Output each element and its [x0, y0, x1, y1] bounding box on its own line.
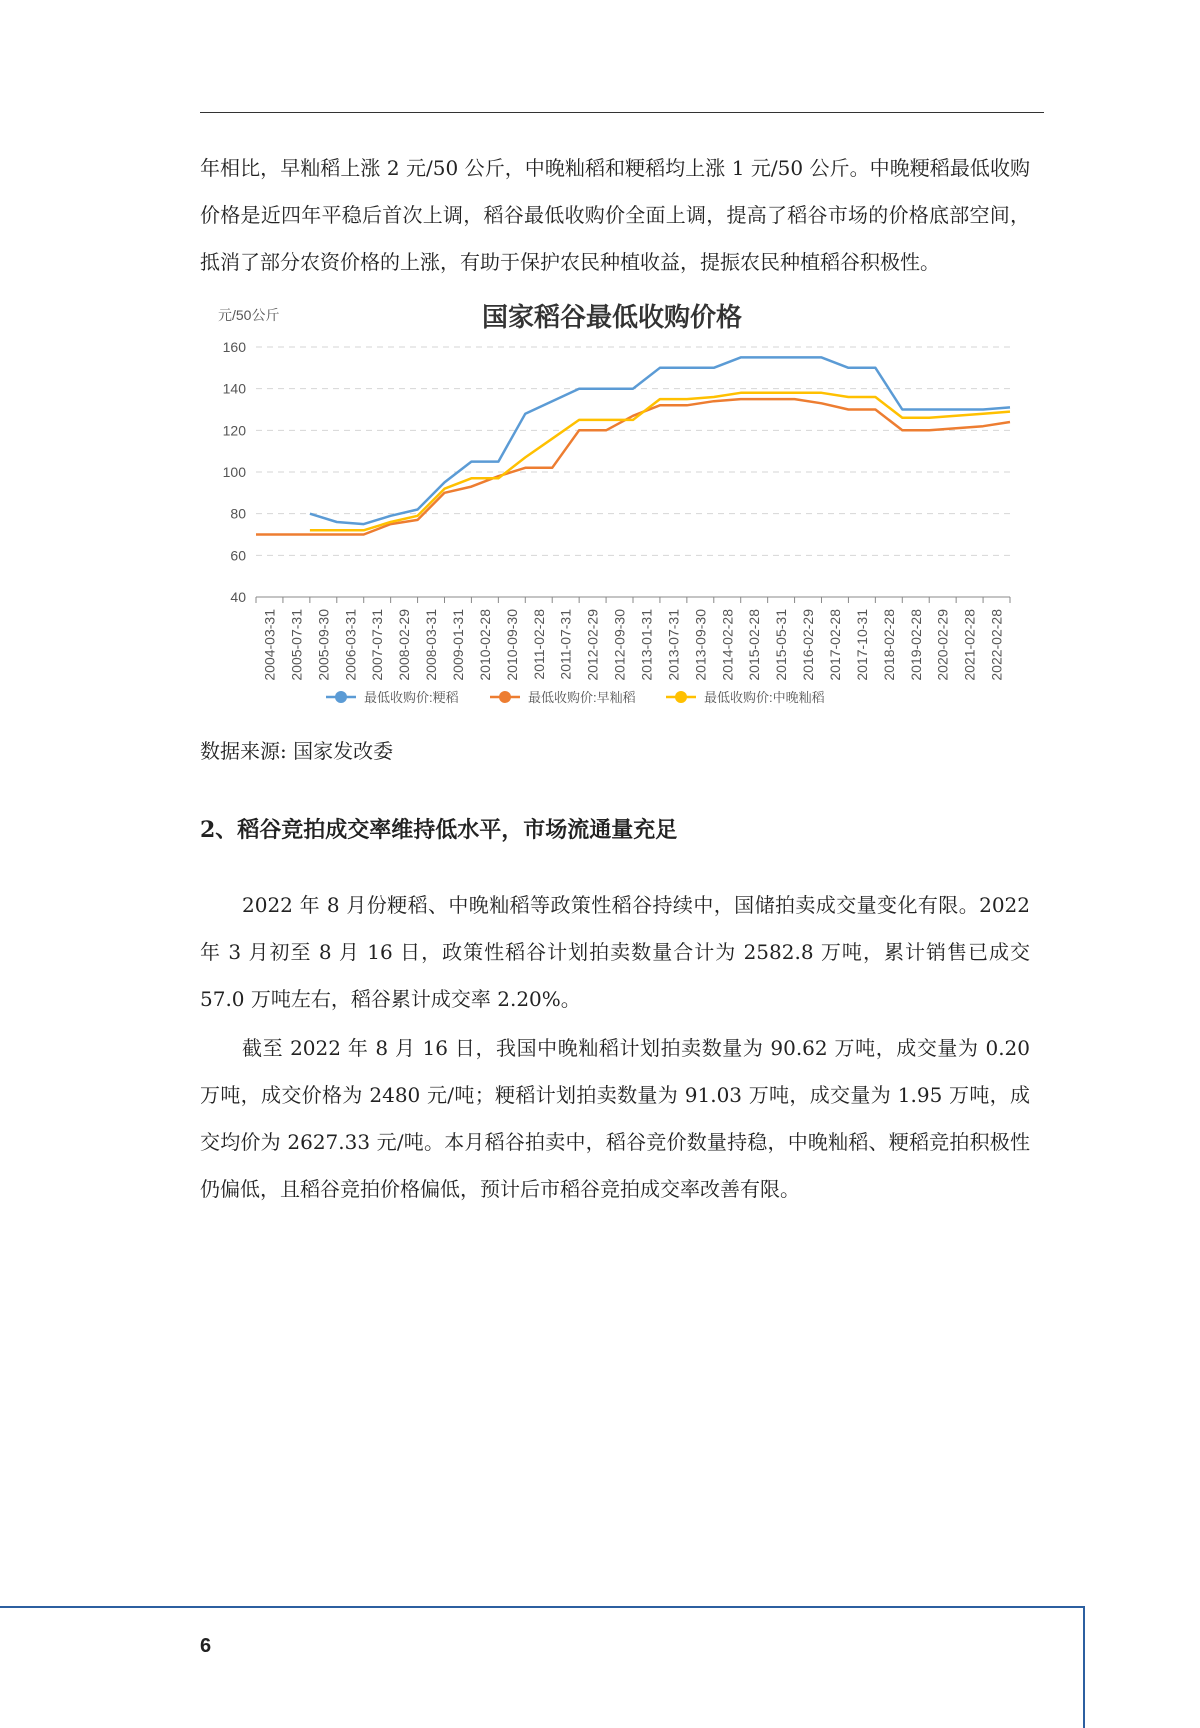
y-tick-label: 140: [222, 380, 246, 397]
x-tick-label: 2007-07-31: [369, 609, 386, 681]
legend-marker: [675, 691, 687, 703]
legend-label: 最低收购价:早籼稻: [528, 690, 636, 705]
x-tick-label: 2005-09-30: [315, 609, 332, 681]
footer-frame: [0, 1606, 1085, 1728]
header-rule: [200, 112, 1044, 113]
x-tick-label: 2004-03-31: [261, 609, 278, 681]
x-tick-label: 2013-07-31: [665, 609, 682, 681]
x-tick-label: 2019-02-28: [907, 609, 924, 681]
chart-svg: [200, 292, 1020, 722]
y-tick-label: 120: [222, 422, 246, 439]
body-paragraph-2: 2022 年 8 月份粳稻、中晚籼稻等政策性稻谷持续中，国储拍卖成交量变化有限。2022 年 3 月初至 8 月 16 日，政策性稻谷计划拍卖数量合计为 2582.8 万吨，累计销售已成交 57.0 万吨左右，稻谷累计成交率 2.20%。: [200, 893, 1030, 1011]
x-tick-label: 2016-02-29: [800, 609, 817, 681]
x-tick-label: 2013-01-31: [638, 609, 655, 681]
x-tick-label: 2012-09-30: [611, 609, 628, 681]
body-paragraph-3: 截至 2022 年 8 月 16 日，我国中晚籼稻计划拍卖数量为 90.62 万吨，成交量为 0.20 万吨，成交价格为 2480 元/吨；粳稻计划拍卖数量为 91.03 万吨，成交量为 1.95 万吨，成交均价为 2627.33 元/吨。本月稻谷拍卖中，稻谷竞价数量持稳，中晚籼稻、粳稻竞拍积极性仍偏低，且稻谷竞拍价格偏低，预计后市稻谷竞拍成交率改善有限。: [200, 1036, 1030, 1201]
x-tick-label: 2018-02-28: [880, 609, 897, 681]
x-tick-label: 2010-09-30: [503, 609, 520, 681]
x-tick-label: 2013-09-30: [692, 609, 709, 681]
x-tick-label: 2015-05-31: [773, 609, 790, 681]
y-tick-label: 100: [222, 464, 246, 480]
section-heading: 2、稻谷竞拍成交率维持低水平，市场流通量充足: [200, 817, 678, 843]
x-tick-label: 2006-03-31: [342, 609, 359, 681]
y-axis-label: 元/50公斤: [218, 307, 280, 323]
data-source: 数据来源: 国家发改委: [200, 739, 394, 763]
x-tick-label: 2009-01-31: [449, 609, 466, 681]
x-tick-label: 2014-02-28: [719, 609, 736, 681]
x-tick-label: 2015-02-28: [746, 609, 763, 681]
legend-marker: [499, 691, 511, 703]
legend-label: 最低收购价:中晚籼稻: [704, 690, 825, 705]
x-tick-label: 2011-02-28: [530, 609, 547, 680]
x-tick-label: 2017-02-28: [826, 609, 843, 681]
y-tick-label: 40: [230, 589, 246, 605]
x-tick-label: 2011-07-31: [557, 609, 574, 680]
x-tick-label: 2010-02-28: [476, 609, 493, 681]
page-number: 6: [200, 1635, 212, 1657]
x-tick-label: 2008-02-29: [396, 609, 413, 681]
y-tick-label: 80: [230, 505, 246, 522]
rice-price-chart: [200, 292, 1020, 722]
x-tick-label: 2017-10-31: [853, 609, 870, 681]
series-line-0: [310, 357, 1010, 524]
legend-label: 最低收购价:粳稻: [364, 690, 459, 705]
x-tick-label: 2020-02-29: [934, 609, 951, 681]
x-tick-label: 2008-03-31: [423, 609, 440, 681]
x-tick-label: 2022-02-28: [988, 609, 1005, 681]
x-tick-label: 2012-02-29: [584, 609, 601, 681]
y-tick-label: 160: [222, 339, 246, 355]
legend-marker: [335, 691, 347, 703]
chart-title: 国家稻谷最低收购价格: [481, 302, 743, 332]
x-tick-label: 2005-07-31: [288, 609, 305, 681]
y-tick-label: 60: [230, 547, 246, 564]
x-tick-label: 2021-02-28: [961, 609, 978, 681]
body-paragraph-1: 年相比，早籼稻上涨 2 元/50 公斤，中晚籼稻和粳稻均上涨 1 元/50 公斤。中晚粳稻最低收购价格是近四年平稳后首次上调，稻谷最低收购价全面上调，提高了稻谷市场的价格底部空间，抵消了部分农资价格的上涨，有助于保护农民种植收益，提振农民种植稻谷积极性。: [200, 156, 1030, 274]
